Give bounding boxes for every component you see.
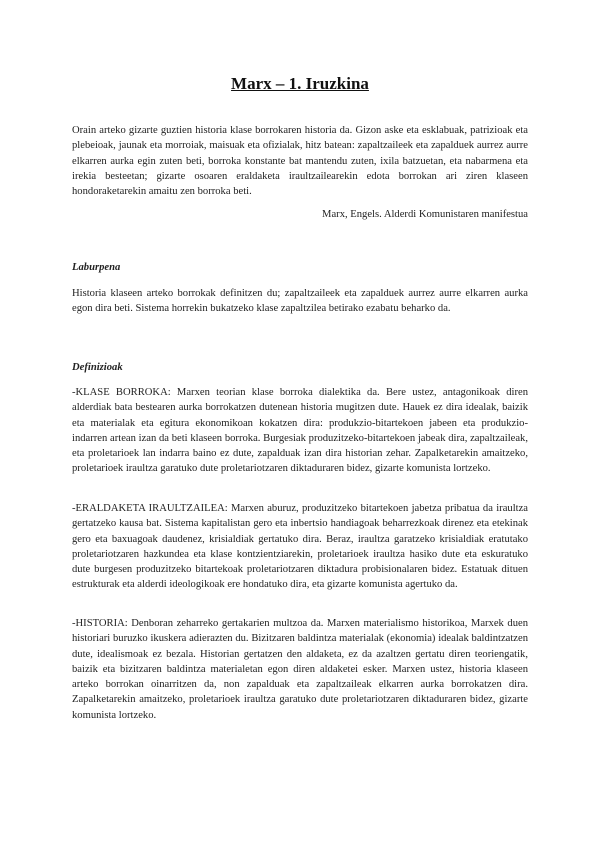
summary-heading: Laburpena (72, 262, 121, 273)
page-title: Marx – 1. Iruzkina (231, 74, 369, 93)
definition-paragraph: -KLASE BORROKA: Marxen teorian klase borroka dialektika da. Bere ustez, antagonikoak diren alderdiak bata bestearen aurka borrokatzen dutenean historia mugitzen dute. Hauek ez dira idealak, baizik eta materialak eta egitura ekonomikoan kokatzen dira: produkzio-bitartekoen jabeen eta produkzio-indarren artean izan da beti klaseen borroka. Burgesiak produzitzeko-bitartekoen jabeak dira, zapaltzaileak, eta proletarioek lan indarra baino ez dute, zapalduak izan dira historian zehar. Zapalketarekin amaitzeko, proletarioek iraultza garatuko dute proletariotzaren diktaduraren bidez, gizarte komunista lortzeko. (72, 387, 528, 475)
summary-paragraph: Historia klaseen arteko borrokak definitzen du; zapaltzaileek eta zapalduek aurrez aurre elkarren aurka egon dira beti. Sistema horrekin bukatzeko klase zapaltzilea betirako ezabatu beharko da. (72, 288, 528, 315)
definition-paragraph: -ERALDAKETA IRAULTZAILEA: Marxen aburuz, produzitzeko bitartekoen jabetza pribatua da iraultza gertatzeko kausa bat. Sistema kapitalistan gero eta inbertsio handiagoak beharrezkoak direnez eta etekinak gero eta baxuagoak daudenez, krisialdiak gertatuko dira. Beraz, iraultza garatzeko krisialdiak eratutako proletariotzaren hazkundea eta klase kontzientziarekin, proletarioek iraultza hasiko dute eta eskuratuko dute burgesen produzitzeko bitartekoak proletariotzaren diktadura probisionalaren bidez. Estatuak dituen estrukturak eta alderdi ideologikoak ere hondatuko dira, eta gizarte komunista agertuko da. (72, 503, 528, 591)
quote-attribution: Marx, Engels. Alderdi Komunistaren manifestua (322, 209, 528, 220)
definitions-heading: Definizioak (72, 362, 123, 373)
definition-paragraph: -HISTORIA: Denboran zeharreko gertakarien multzoa da. Marxen materialismo historikoa, Marxek duen historiari buruzko ikuskera adierazten du. Bizitzaren baldintza materialak (ekonomia) idealak baldintzatzen dute, idealismoak ez bezala. Historian gertatzen den aldaketa, ez da azaltzen gertatu diren teoriengatik, baizik eta bizitzaren baldintza materialetan egon diren aldaketei esker. Marxen ustez, historia klaseen arteko borrokan oinarritzen da, non zapalduak eta zapaltzaileak elkarren aurka borrokatzen dira. Zapalketarekin amaitzeko, proletarioek iraultza garatuko dute proletariotzaren diktaduraren bidez, gizarte komunista lortzeko. (72, 618, 528, 721)
quote-paragraph: Orain arteko gizarte guztien historia klase borrokaren historia da. Gizon aske eta esklabuak, patrizioak eta plebeioak, jaunak eta morroiak, maisuak eta ofizialak, hitz batean: zapaltzaileek eta zapalduek aurrez aurre elkarren aurka egin zuten beti, borroka konstante bat mantendu zuten, ixila batzuetan, eta nabarmena eta irekia besteetan; gizarte osoaren eraldaketa iraultzailearekin edota borrokan ari ziren klaseen hondoraketarekin amaitu zen borroka beti. (72, 125, 528, 198)
